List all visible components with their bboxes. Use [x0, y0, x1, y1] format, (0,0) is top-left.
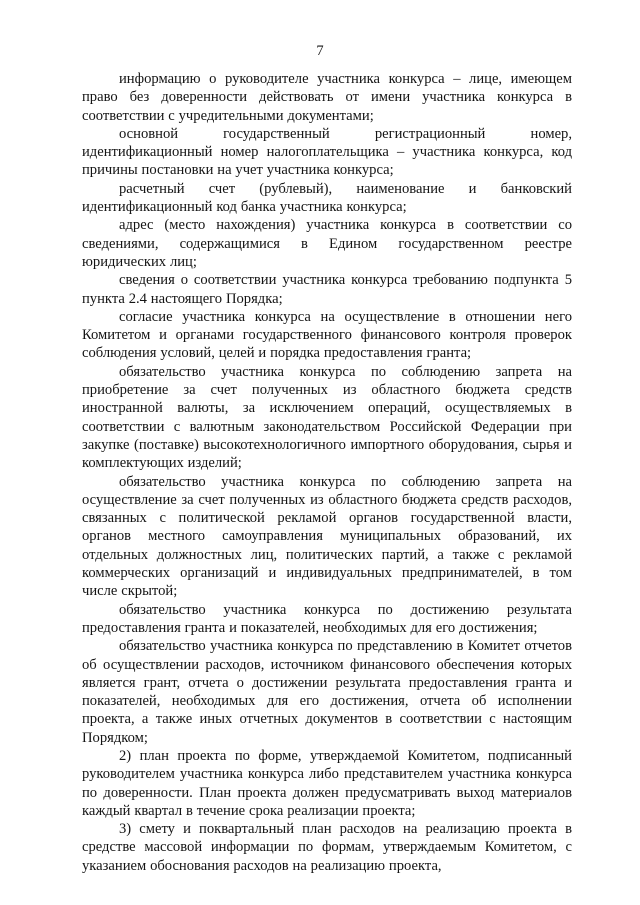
paragraph-bank-account: расчетный счет (рублевый), наименование и банковский идентификационный код банка участника конкурса;	[82, 180, 572, 216]
paragraph-address: адрес (место нахождения) участника конкурса в соответствии со сведениями, содержащимися в Едином государственном реестре юридических лиц;	[82, 217, 572, 270]
paragraph-audit-consent: согласие участника конкурса на осуществление в отношении него Комитетом и органами государственного финансового контроля проверок соблюдения условий, целей и порядка предоставления гранта;	[82, 308, 572, 362]
document-body	[82, 70, 572, 875]
paragraph-reporting-obligation: обязательство участника конкурса по представлению в Комитет отчетов об осуществлении расходов, источником финансового обеспечения которых является грант, отчета о достижении результата предоставления гранта и показателей, необходимых для его достижения, отчета об исполнении проекта, а также иных отчетных документов в соответствии с настоящим Порядком;	[82, 638, 572, 746]
paragraph-compliance-info: сведения о соответствии участника конкурса требованию подпункта 5 пункта 2.4 настоящего Порядка;	[82, 272, 572, 307]
paragraph-budget-estimate: 3) смету и поквартальный план расходов на реализацию проекта в средстве массовой информации по формам, утверждаемым Комитетом, с указанием обоснования расходов на реализацию проекта,	[82, 821, 572, 874]
paragraph-project-plan: 2) план проекта по форме, утверждаемой Комитетом, подписанный руководителем участника конкурса либо представителем участника конкурса по доверенности. План проекта должен предусматривать выход материалов каждый квартал в течение срока реализации проекта;	[82, 747, 572, 819]
paragraph-leader-info: информацию о руководителе участника конкурса – лице, имеющем право без доверенности действовать от имени участника конкурса в соответствии с учредительными документами;	[82, 71, 572, 124]
page-number: 7	[316, 43, 324, 59]
paragraph-result-obligation: обязательство участника конкурса по достижению результата предоставления гранта и показателей, необходимых для его достижения;	[82, 601, 572, 636]
paragraph-advertising-ban: обязательство участника конкурса по соблюдению запрета на осуществление за счет полученных из областного бюджета средств расходов, связанных с политической рекламой органов государственной власти, органов местного самоуправления муниципальных образований, их отдельных должностных лиц, политических партий, а также с рекламой коммерческих организаций и индивидуальных предпринимателей, в том числе скрытой;	[82, 473, 572, 600]
paragraph-currency-ban: обязательство участника конкурса по соблюдению запрета на приобретение за счет полученных из областного бюджета средств иностранной валюты, за исключением операций, осуществляемых в соответствии с валютным законодательством Российской Федерации при закупке (поставке) высокотехнологичного импортного оборудования, сырья и комплектующих изделий;	[82, 363, 572, 472]
paragraph-registration-number: основной государственный регистрационный номер, идентификационный номер налогоплательщика – участника конкурса, код причины постановки на учет участника конкурса;	[82, 125, 572, 179]
